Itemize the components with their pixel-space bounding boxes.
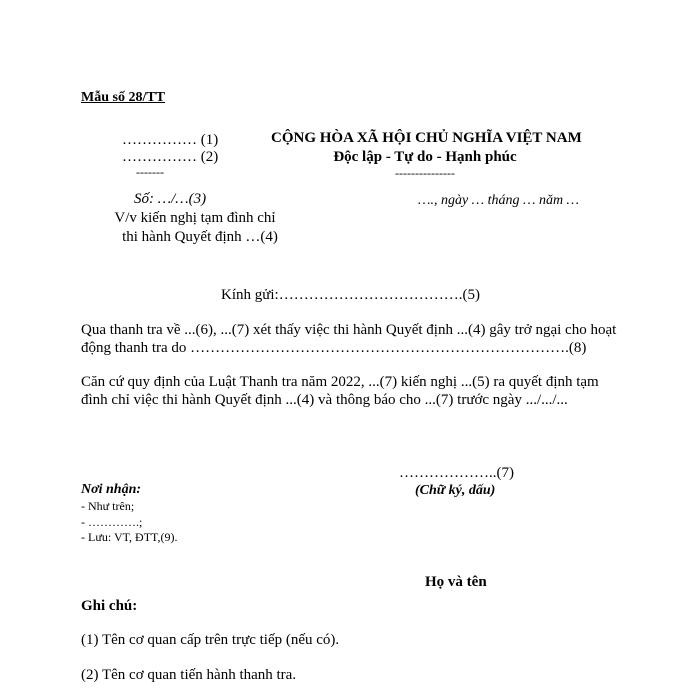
notes-title: Ghi chú: [81, 598, 138, 614]
paragraph-1-line-1: Qua thanh tra về ...(6), ...(7) xét thấy việc thi hành Quyết định ...(4) gây trở ngại cho hoạt [81, 322, 617, 338]
subject-line-1: V/v kiến nghị tạm đình chỉ [114, 210, 276, 226]
signature-note: (Chữ ký, dấu) [415, 483, 496, 498]
inspection-agency-line: …………… (2) [122, 149, 219, 165]
left-header-divider: ------- [136, 165, 164, 179]
signature-line: ………………..(7) [399, 465, 514, 481]
paragraph-1-line-2: động thanh tra do ………………………………………………………………….(8) [81, 340, 587, 356]
form-number: Mẫu số 28/TT [81, 90, 166, 105]
document-number: Số: …/…(3) [134, 191, 207, 207]
national-title: CỘNG HÒA XÃ HỘI CHỦ NGHĨA VIỆT NAM [271, 130, 582, 146]
recipients-title: Nơi nhận: [81, 482, 142, 497]
signer-name: Họ và tên [425, 574, 487, 590]
right-header-divider: --------------- [395, 166, 455, 180]
subject-line-2: thi hành Quyết định …(4) [122, 229, 278, 245]
note-item: (1) Tên cơ quan cấp trên trực tiếp (nếu có). [81, 632, 340, 648]
recipient-item: - Lưu: VT, ĐTT,(9). [81, 530, 178, 544]
salutation: Kính gửi:……………………………….(5) [221, 287, 480, 303]
date-line: …., ngày … tháng … năm … [418, 193, 580, 208]
recipient-item: - Như trên; [81, 499, 135, 513]
recipient-item: - ………….; [81, 515, 143, 529]
paragraph-2-line-1: Căn cứ quy định của Luật Thanh tra năm 2022, ...(7) kiến nghị ...(5) ra quyết định tạm [81, 374, 599, 390]
paragraph-2-line-2: đình chỉ việc thi hành Quyết định ...(4) và thông báo cho ...(7) trước ngày .../.../... [81, 392, 568, 408]
note-item: (2) Tên cơ quan tiến hành thanh tra. [81, 667, 297, 683]
superior-agency-line: …………… (1) [122, 132, 219, 148]
national-motto: Độc lập - Tự do - Hạnh phúc [333, 149, 517, 165]
